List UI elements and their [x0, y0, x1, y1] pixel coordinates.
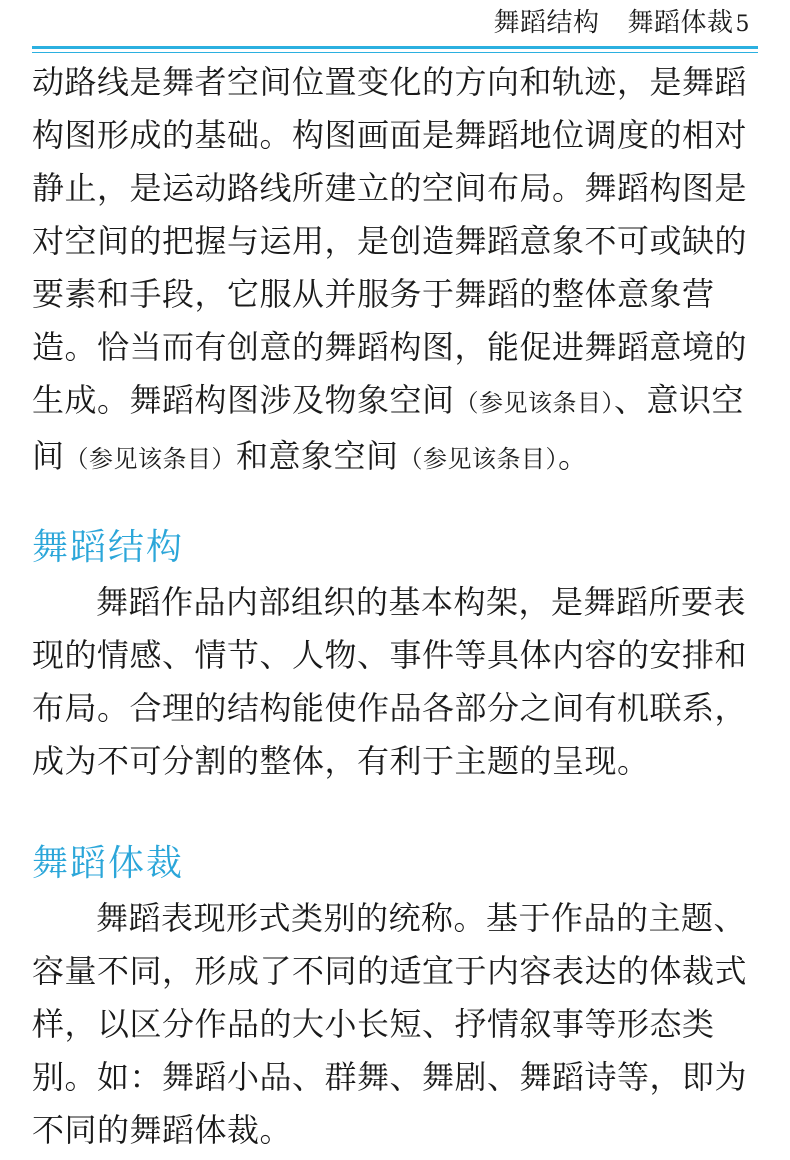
section-body-dance-structure: 舞蹈作品内部组织的基本构架，是舞蹈所要表现的情感、情节、人物、事件等具体内容的安排和布局。合理的结构能使作品各部分之间有机联系，成为不可分割的整体，有利于主题的呈现。 — [32, 583, 748, 780]
cross-reference: （参见该条目） — [398, 445, 559, 473]
section-body-dance-genre: 舞蹈表现形式类别的统称。基于作品的主题、容量不同，形成了不同的适宜于内容表达的体裁式样，以区分作品的大小长短、抒情叙事等形态类别。如：舞蹈小品、群舞、舞剧、舞蹈诗等，即为不同的舞蹈体裁。 — [32, 899, 748, 1149]
section-title-dance-genre: 舞蹈体裁 — [32, 843, 185, 884]
header-rule-thick — [32, 46, 758, 49]
cross-reference: （参见该条目） — [454, 389, 615, 417]
intro-text-d: 。 — [558, 437, 591, 475]
header-right-title: 舞蹈体裁 — [627, 8, 734, 38]
header-left-title: 舞蹈结构 — [493, 8, 600, 38]
intro-text-a: 动路线是舞者空间位置变化的方向和轨迹，是舞蹈构图形成的基础。构图画面是舞蹈地位调度的相对静止，是运动路线所建立的空间布局。舞蹈构图是对空间的把握与运用，是创造舞蹈意象不可或缺的要素和手段，它服从并服务于舞蹈的整体意象营造。恰当而有创意的舞蹈构图，能促进舞蹈意境的生成。舞蹈构图涉及物象空间 — [32, 63, 748, 419]
intro-text-c: 和意象空间 — [236, 437, 399, 475]
header-rule-thin — [32, 52, 758, 53]
page-number: 5 — [735, 12, 750, 37]
section-title-dance-structure: 舞蹈结构 — [32, 527, 185, 568]
intro-text-b: 、意识空间 — [32, 381, 745, 475]
cross-reference: （参见该条目） — [64, 445, 237, 473]
intro-paragraph — [32, 56, 758, 486]
running-header — [493, 4, 750, 44]
